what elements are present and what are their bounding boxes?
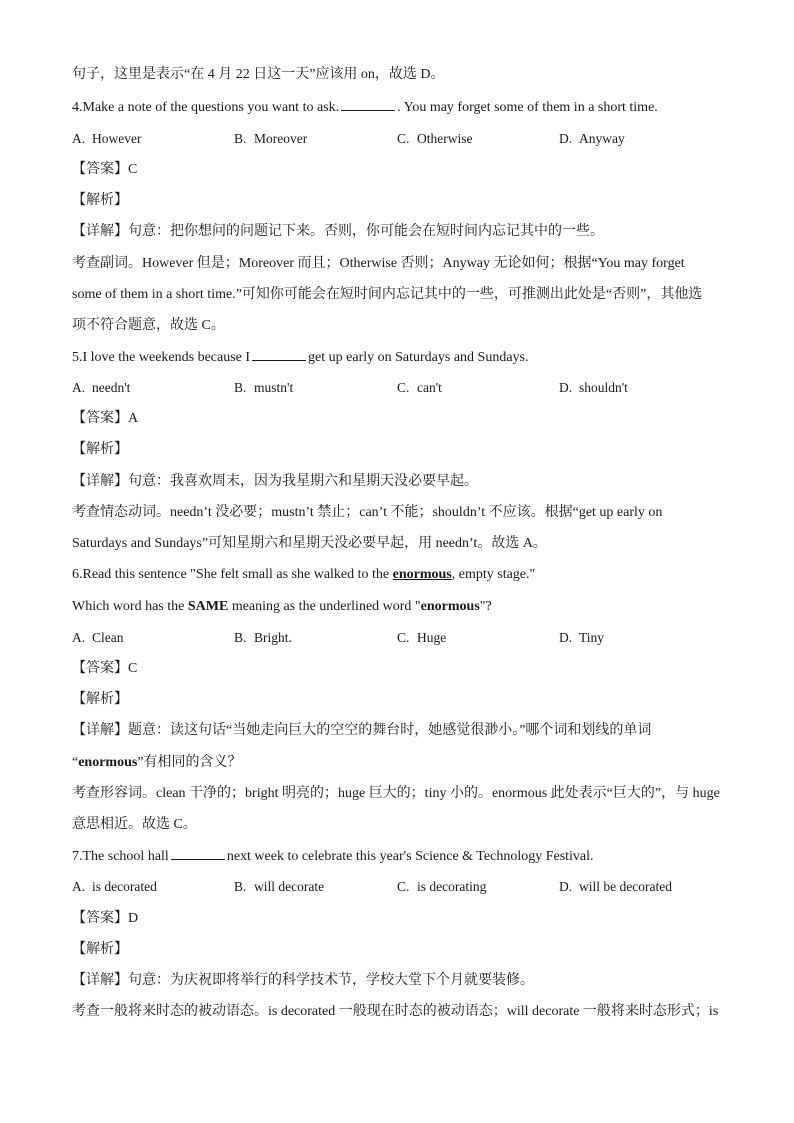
question-7-answer: 【答案】D — [72, 911, 139, 926]
question-6-detail: 【详解】题意：读这句话“当她走向巨大的空空的舞台时，她感觉很渺小。”哪个词和划线的单词 — [72, 723, 652, 738]
question-6-detail-2: “enormous”有相同的含义？ — [72, 755, 242, 770]
question-5-explanation-1: 考查情态动词。needn’t 没必要；mustn’t 禁止；can’t 不能；shouldn’t 不应该。根据“get up early on — [72, 505, 663, 520]
option-d: D. shouldn't — [559, 380, 628, 395]
question-4-analysis-label: 【解析】 — [72, 193, 128, 208]
question-7-explanation-1: 考查一般将来时态的被动语态。is decorated 一般现在时态的被动语态；will decorate 一般将来时态形式；is — [72, 1004, 719, 1019]
option-a: A. needn't — [72, 380, 131, 395]
question-4-explanation-2: some of them in a short time.”可知你可能会在短时间内忘记其中的一些，可推测出此处是“否则”，其他选 — [72, 287, 703, 302]
previous-explanation-tail: 句子，这里是表示“在 4 月 22 日这一天”应该用 on，故选 D。 — [72, 67, 445, 82]
option-b: B. Bright. — [234, 630, 292, 645]
question-5-stem: 5.I love the weekends because I get up early on Saturdays and Sundays. — [72, 350, 529, 365]
answer-blank — [171, 847, 225, 860]
option-c: C. Otherwise — [397, 131, 473, 146]
option-c: C. can't — [397, 380, 442, 395]
option-d: D. will be decorated — [559, 879, 672, 894]
question-6-analysis-label: 【解析】 — [72, 692, 128, 707]
question-4-detail: 【详解】句意：把你想问的问题记下来。否则，你可能会在短时间内忘记其中的一些。 — [72, 224, 604, 239]
question-5-answer: 【答案】A — [72, 411, 139, 426]
question-4-stem-start: 4.Make a note of the questions you want to ask. — [72, 100, 340, 115]
emphasis-same: SAME — [187, 599, 229, 614]
option-a: A. is decorated — [72, 879, 157, 894]
answer-blank — [341, 98, 395, 111]
question-4-answer: 【答案】C — [72, 162, 138, 177]
option-c: C. Huge — [397, 630, 447, 645]
underlined-word: enormous — [392, 567, 452, 582]
question-5-analysis-label: 【解析】 — [72, 442, 128, 457]
option-b: B. mustn't — [234, 380, 294, 395]
option-b: B. Moreover — [234, 131, 308, 146]
answer-blank — [252, 348, 306, 361]
question-7-detail: 【详解】句意：为庆祝即将举行的科学技术节，学校大堂下个月就要装修。 — [72, 973, 534, 988]
question-4-explanation-1: 考查副词。However 但是；Moreover 而且；Otherwise 否则；Anyway 无论如何；根据“You may forget — [72, 256, 685, 271]
question-4-stem-end: . You may forget some of them in a short time. — [397, 100, 658, 115]
option-c: C. is decorating — [397, 879, 487, 894]
question-5-explanation-2: Saturdays and Sundays”可知星期六和星期天没必要早起，用 needn’t。故选 A。 — [72, 536, 547, 551]
option-a: A. Clean — [72, 630, 124, 645]
question-6-explanation-1: 考查形容词。clean 干净的；bright 明亮的；huge 巨大的；tiny 小的。enormous 此处表示“巨大的”，与 huge — [72, 786, 720, 801]
question-6-stem-2: Which word has the SAME meaning as the underlined word "enormous"? — [72, 599, 492, 614]
question-7-stem: 7.The school hall next week to celebrate this year's Science & Technology Festival. — [72, 849, 594, 864]
option-d: D. Tiny — [559, 630, 605, 645]
question-5-detail: 【详解】句意：我喜欢周末，因为我星期六和星期天没必要早起。 — [72, 474, 478, 489]
question-4-stem — [72, 98, 658, 117]
question-6-answer: 【答案】C — [72, 661, 138, 676]
question-6-stem: 6.Read this sentence "She felt small as she walked to the enormous, empty stage." — [72, 567, 536, 582]
option-b: B. will decorate — [234, 879, 325, 894]
option-d: D. Anyway — [559, 131, 625, 146]
question-7-analysis-label: 【解析】 — [72, 942, 128, 957]
question-4-explanation-3: 项不符合题意，故选 C。 — [72, 318, 225, 333]
question-6-explanation-2: 意思相近。故选 C。 — [72, 817, 197, 832]
option-a: A. However — [72, 131, 142, 146]
